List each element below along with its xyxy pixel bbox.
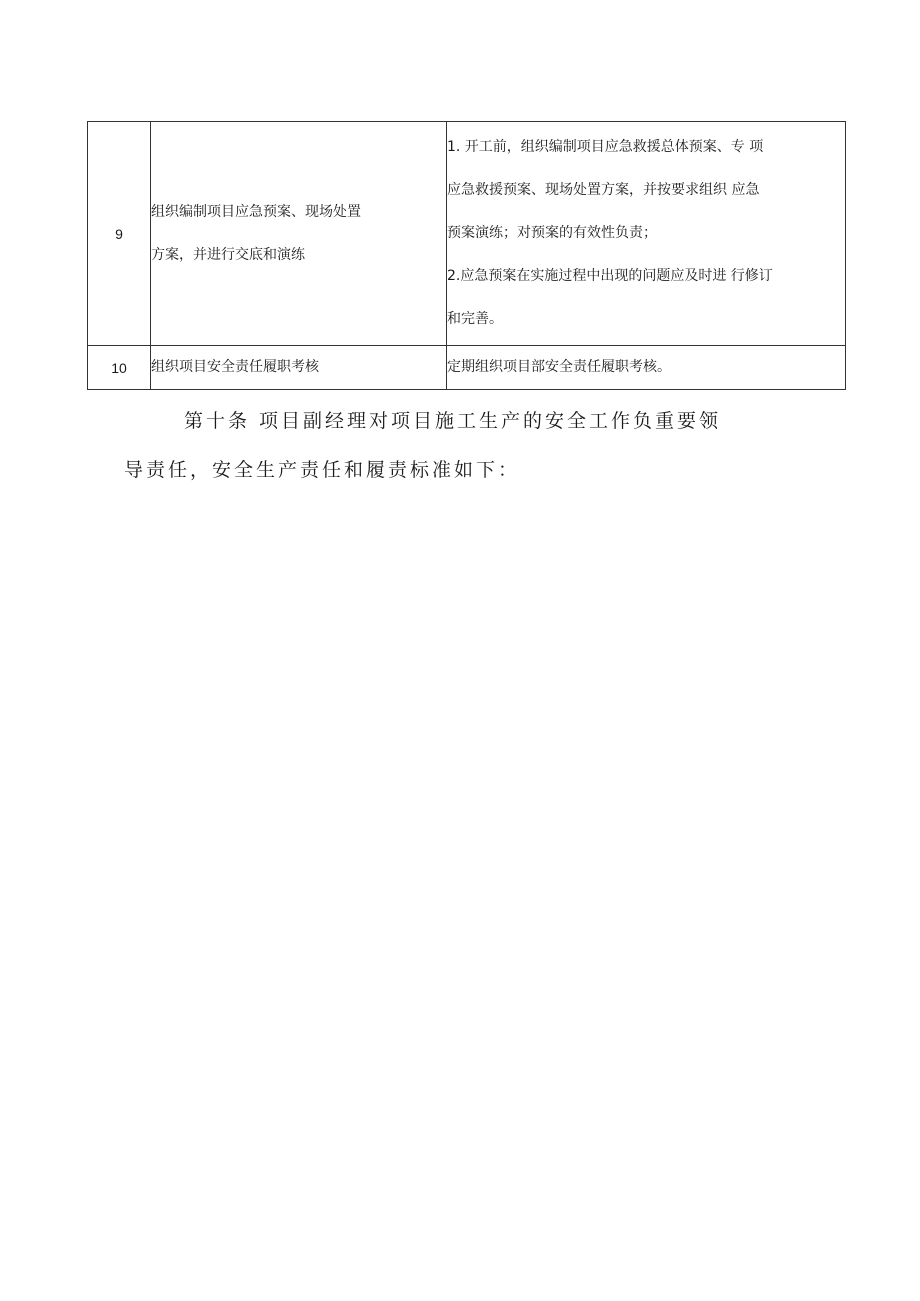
duty-standard-line: 2.应急预案在实施过程中出现的问题应及时进 行修订: [447, 268, 773, 284]
duty-standard-line: 和完善。: [447, 311, 503, 327]
duty-item-line: 组织项目安全责任履职考核: [151, 359, 319, 375]
duty-item-line: 组织编制项目应急预案、现场处置: [151, 203, 361, 220]
duty-standard-line: 定期组织项目部安全责任履职考核。: [447, 359, 671, 375]
duty-standard-cell: [447, 346, 846, 390]
duty-standard-line: 预案演练；对预案的有效性负责；: [447, 225, 657, 241]
duty-standard-line: 应急救援预案、现场处置方案，并按要求组织 应急: [447, 182, 760, 198]
duty-standard-cell: [447, 122, 846, 346]
article-paragraph-line: 第十条 项目副经理对项目施工生产的安全工作负重要领: [184, 410, 722, 432]
duty-standard-line: 1. 开工前，组织编制项目应急救援总体预案、专 项: [447, 139, 764, 155]
duty-item-cell: [151, 122, 447, 346]
row-number: 9: [88, 122, 151, 346]
article-paragraph-line: 导责任，安全生产责任和履责标准如下：: [124, 459, 521, 481]
table-row: [88, 122, 846, 346]
row-number: 10: [88, 346, 151, 390]
duty-item-cell: [151, 346, 447, 390]
table-row: [88, 346, 846, 390]
duty-item-line: 方案，并进行交底和演练: [151, 246, 305, 263]
responsibility-table: [87, 121, 846, 390]
